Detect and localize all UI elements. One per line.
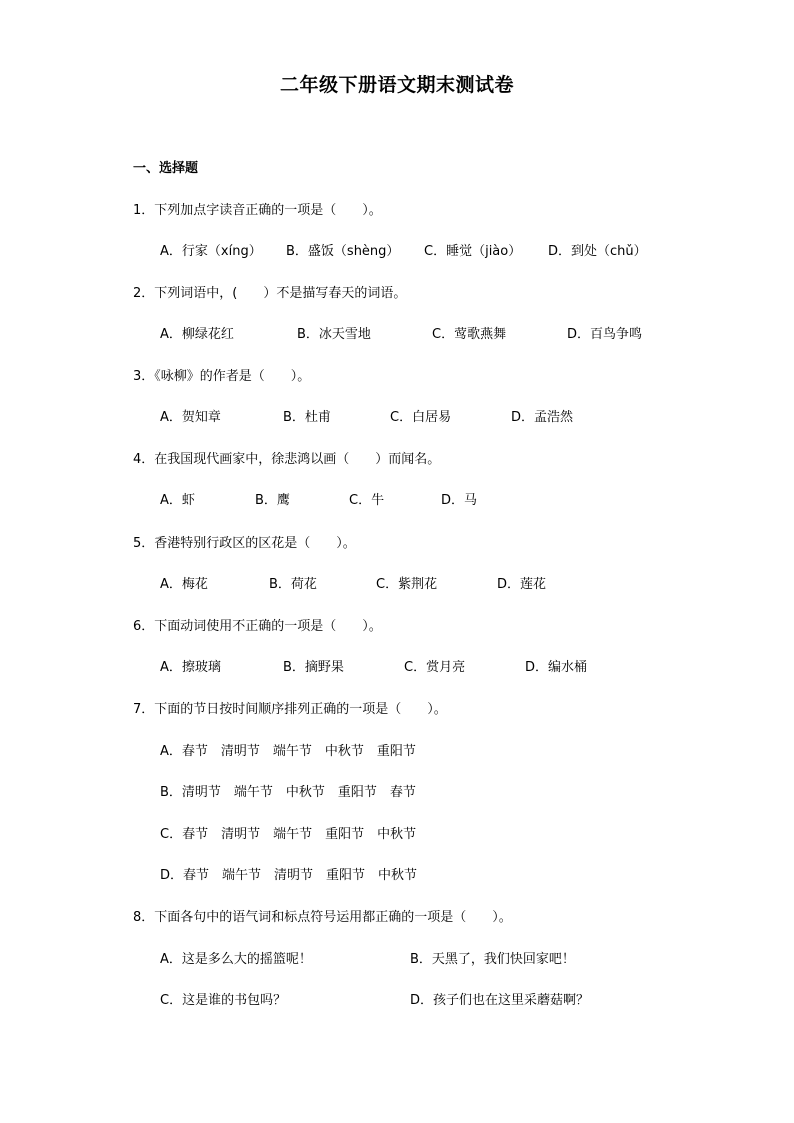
question-6-option-b: B．摘野果 bbox=[283, 660, 344, 675]
question-1-option-a: A．行家（xíng） bbox=[160, 244, 262, 259]
question-7-option-a: A．春节 清明节 端午节 中秋节 重阳节 bbox=[160, 744, 416, 759]
question-8-stem: 8．下面各句中的语气词和标点符号运用都正确的一项是（ ）。 bbox=[133, 910, 512, 925]
question-2-option-b: B．冰天雪地 bbox=[297, 327, 371, 342]
question-2-stem: 2．下列词语中，( ）不是描写春天的词语。 bbox=[133, 286, 407, 301]
question-4-option-c: C．牛 bbox=[349, 493, 385, 508]
question-8-option-d: D．孩子们也在这里采蘑菇啊？ bbox=[410, 993, 590, 1008]
question-8-option-b: B．天黑了，我们快回家吧！ bbox=[410, 952, 575, 967]
question-1-stem: 1．下列加点字读音正确的一项是（ ）。 bbox=[133, 203, 382, 218]
question-4-option-a: A．虾 bbox=[160, 493, 195, 508]
question-7-option-c: C．春节 清明节 端午节 重阳节 中秋节 bbox=[160, 827, 417, 842]
page-title: 二年级下册语文期末测试卷 bbox=[279, 74, 514, 96]
question-7-option-b: B．清明节 端午节 中秋节 重阳节 春节 bbox=[160, 785, 416, 800]
question-6-option-d: D．编水桶 bbox=[525, 660, 588, 675]
question-8-option-a: A．这是多么大的摇篮呢！ bbox=[160, 952, 312, 967]
question-4-option-b: B．鹰 bbox=[255, 493, 290, 508]
question-5-stem: 5．香港特别行政区的区花是（ ）。 bbox=[133, 536, 356, 551]
question-3-option-c: C．白居易 bbox=[390, 410, 452, 425]
question-2-option-d: D．百鸟争鸣 bbox=[567, 327, 643, 342]
question-5-option-b: B．荷花 bbox=[269, 577, 317, 592]
question-6-stem: 6．下面动词使用不正确的一项是（ ）。 bbox=[133, 619, 382, 634]
section-heading: 一、选择题 bbox=[133, 161, 199, 176]
question-2-option-c: C．莺歌燕舞 bbox=[432, 327, 507, 342]
question-6-option-c: C．赏月亮 bbox=[404, 660, 466, 675]
question-7-stem: 7．下面的节日按时间顺序排列正确的一项是（ ）。 bbox=[133, 702, 447, 717]
question-5-option-c: C．紫荆花 bbox=[376, 577, 438, 592]
question-3-stem: 3．《咏柳》的作者是（ ）。 bbox=[133, 369, 311, 384]
question-4-stem: 4．在我国现代画家中，徐悲鸿以画（ ）而闻名。 bbox=[133, 452, 441, 467]
question-3-option-d: D．孟浩然 bbox=[511, 410, 574, 425]
question-3-option-a: A．贺知章 bbox=[160, 410, 221, 425]
question-5-option-d: D．莲花 bbox=[497, 577, 547, 592]
question-1-option-b: B．盛饭（shèng） bbox=[286, 244, 400, 259]
question-2-option-a: A．柳绿花红 bbox=[160, 327, 234, 342]
question-8-option-c: C．这是谁的书包吗？ bbox=[160, 993, 287, 1008]
question-4-option-d: D．马 bbox=[441, 493, 478, 508]
question-1-option-c: C．睡觉（jiào） bbox=[424, 244, 522, 259]
question-3-option-b: B．杜甫 bbox=[283, 410, 331, 425]
question-6-option-a: A．擦玻璃 bbox=[160, 660, 221, 675]
question-5-option-a: A．梅花 bbox=[160, 577, 208, 592]
question-1-option-d: D．到处（chǔ） bbox=[548, 244, 647, 259]
question-7-option-d: D．春节 端午节 清明节 重阳节 中秋节 bbox=[160, 868, 418, 883]
